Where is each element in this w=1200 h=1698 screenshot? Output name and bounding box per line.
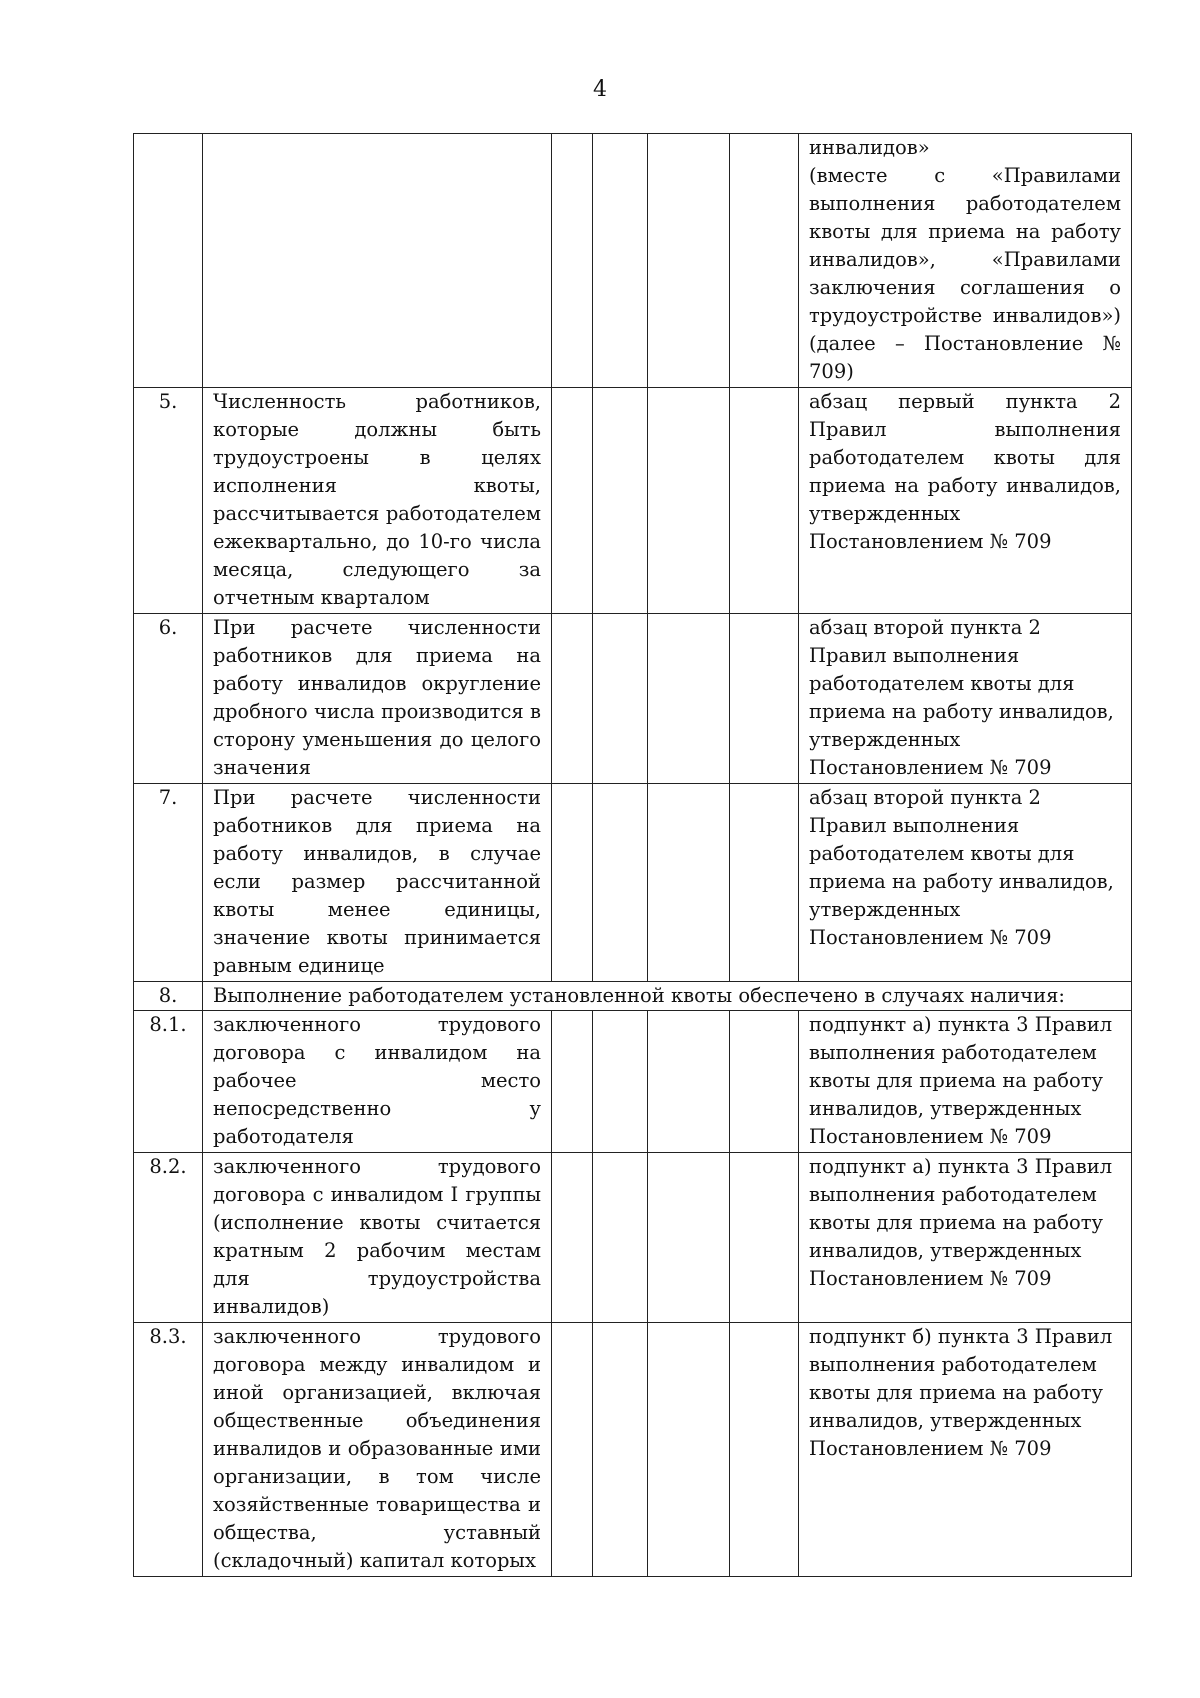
reference-line: приема на работу инвалидов, bbox=[809, 870, 1114, 893]
requirements-table bbox=[133, 133, 1132, 1577]
reference-line: подпункт а) пункта 3 Правил bbox=[809, 1155, 1113, 1178]
empty-cell bbox=[593, 784, 648, 982]
empty-cell bbox=[648, 134, 730, 388]
reference-line: Постановлением № 709 bbox=[809, 1125, 1052, 1148]
empty-cell bbox=[648, 784, 730, 982]
table-row bbox=[134, 614, 1132, 784]
row-description: При расчете численности работников для приема на работу инвалидов, в случае если размер рассчитанной квоты менее единицы, значение квоты принимается равным единице bbox=[203, 784, 552, 982]
empty-cell bbox=[648, 388, 730, 614]
reference-line: заключения соглашения о bbox=[809, 276, 1121, 299]
table-row bbox=[134, 388, 1132, 614]
row-reference bbox=[799, 1323, 1132, 1577]
reference-line: квоты для приема на работу bbox=[809, 1381, 1103, 1404]
empty-cell bbox=[552, 388, 593, 614]
table-row bbox=[134, 1011, 1132, 1153]
reference-line: приема на работу инвалидов, bbox=[809, 700, 1114, 723]
empty-cell bbox=[648, 1323, 730, 1577]
empty-cell bbox=[552, 1153, 593, 1323]
reference-line: утвержденных bbox=[809, 898, 961, 921]
empty-cell bbox=[730, 388, 799, 614]
reference-line: подпункт а) пункта 3 Правил bbox=[809, 1013, 1113, 1036]
reference-line: работодателем квоты для bbox=[809, 672, 1075, 695]
reference-line: работодателем квоты для bbox=[809, 842, 1075, 865]
row-number bbox=[134, 134, 203, 388]
reference-line: выполнения работодателем bbox=[809, 1183, 1097, 1206]
row-number: 8.1. bbox=[134, 1011, 203, 1153]
reference-line: абзац второй пункта 2 bbox=[809, 786, 1041, 809]
empty-cell bbox=[593, 1323, 648, 1577]
reference-line: квоты для приема на работу bbox=[809, 220, 1121, 243]
reference-line: утвержденных bbox=[809, 728, 961, 751]
reference-line: Правил выполнения bbox=[809, 644, 1020, 667]
empty-cell bbox=[730, 1323, 799, 1577]
reference-line: инвалидов» bbox=[809, 136, 930, 159]
reference-line: инвалидов, утвержденных bbox=[809, 1409, 1082, 1432]
reference-line: 709) bbox=[809, 360, 854, 383]
empty-cell bbox=[730, 134, 799, 388]
empty-cell bbox=[552, 1011, 593, 1153]
table-row bbox=[134, 982, 1132, 1011]
row-description: заключенного трудового договора с инвалидом на рабочее место непосредственно у работодателя bbox=[203, 1011, 552, 1153]
row-reference bbox=[799, 1011, 1132, 1153]
row-description: заключенного трудового договора между инвалидом и иной организацией, включая общественные объединения инвалидов и образованные ими организации, в том числе хозяйственные товарищества и общества, уставный (складочный) капитал которых bbox=[203, 1323, 552, 1577]
row-reference bbox=[799, 614, 1132, 784]
reference-line: Постановлением № 709 bbox=[809, 1437, 1052, 1460]
row-number: 7. bbox=[134, 784, 203, 982]
row-reference bbox=[799, 784, 1132, 982]
empty-cell bbox=[593, 134, 648, 388]
empty-cell bbox=[593, 614, 648, 784]
reference-line: трудоустройстве инвалидов») bbox=[809, 304, 1121, 327]
row-reference bbox=[799, 1153, 1132, 1323]
table-row bbox=[134, 1153, 1132, 1323]
empty-cell bbox=[730, 1011, 799, 1153]
empty-cell bbox=[552, 784, 593, 982]
row-number: 6. bbox=[134, 614, 203, 784]
reference-line: (вместе с «Правилами bbox=[809, 164, 1121, 187]
empty-cell bbox=[593, 388, 648, 614]
page-number: 4 bbox=[593, 77, 607, 102]
row-description: заключенного трудового договора с инвалидом I группы (исполнение квоты считается кратным 2 рабочим местам для трудоустройства инвалидов) bbox=[203, 1153, 552, 1323]
reference-line: инвалидов», «Правилами bbox=[809, 248, 1121, 271]
reference-line: Постановлением № 709 bbox=[809, 756, 1052, 779]
row-reference: абзац первый пункта 2 Правил выполнения работодателем квоты для приема на работу инвалидов, утвержденных Постановлением № 709 bbox=[799, 388, 1132, 614]
row-number: 8.2. bbox=[134, 1153, 203, 1323]
reference-line: абзац второй пункта 2 bbox=[809, 616, 1041, 639]
empty-cell bbox=[552, 614, 593, 784]
reference-line: (далее – Постановление № bbox=[809, 332, 1121, 355]
empty-cell bbox=[648, 614, 730, 784]
reference-line: выполнения работодателем bbox=[809, 192, 1121, 215]
empty-cell bbox=[552, 134, 593, 388]
table-row bbox=[134, 134, 1132, 388]
empty-cell bbox=[648, 1153, 730, 1323]
row-description: Численность работников, которые должны быть трудоустроены в целях исполнения квоты, рассчитывается работодателем ежеквартально, до 10-го числа месяца, следующего за отчетным кварталом bbox=[203, 388, 552, 614]
row-number: 8.3. bbox=[134, 1323, 203, 1577]
empty-cell bbox=[648, 1011, 730, 1153]
reference-line: Постановлением № 709 bbox=[809, 926, 1052, 949]
row-number: 8. bbox=[134, 982, 203, 1011]
reference-line: подпункт б) пункта 3 Правил bbox=[809, 1325, 1113, 1348]
reference-line: Правил выполнения bbox=[809, 814, 1020, 837]
reference-line: выполнения работодателем bbox=[809, 1353, 1097, 1376]
empty-cell bbox=[593, 1011, 648, 1153]
empty-cell bbox=[730, 784, 799, 982]
row-number: 5. bbox=[134, 388, 203, 614]
empty-cell bbox=[593, 1153, 648, 1323]
row-reference bbox=[799, 134, 1132, 388]
table-row bbox=[134, 784, 1132, 982]
reference-line: инвалидов, утвержденных bbox=[809, 1239, 1082, 1262]
empty-cell bbox=[552, 1323, 593, 1577]
section-heading: Выполнение работодателем установленной квоты обеспечено в случаях наличия: bbox=[203, 982, 1132, 1011]
reference-line: выполнения работодателем bbox=[809, 1041, 1097, 1064]
empty-cell bbox=[730, 1153, 799, 1323]
empty-cell bbox=[730, 614, 799, 784]
table-row bbox=[134, 1323, 1132, 1577]
row-description bbox=[203, 134, 552, 388]
reference-line: Постановлением № 709 bbox=[809, 1267, 1052, 1290]
reference-line: инвалидов, утвержденных bbox=[809, 1097, 1082, 1120]
reference-line: квоты для приема на работу bbox=[809, 1211, 1103, 1234]
reference-line: квоты для приема на работу bbox=[809, 1069, 1103, 1092]
row-description: При расчете численности работников для приема на работу инвалидов округление дробного числа производится в сторону уменьшения до целого значения bbox=[203, 614, 552, 784]
